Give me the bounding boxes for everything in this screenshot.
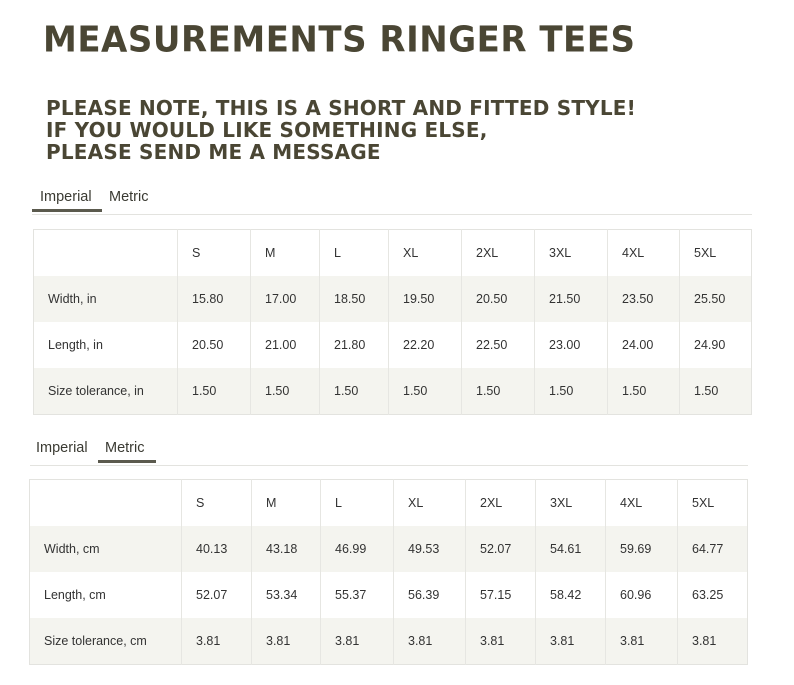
- size-header: M: [251, 230, 320, 277]
- table-cell: 3.81: [466, 618, 536, 665]
- table-cell: 52.07: [182, 572, 252, 618]
- table-cell: 1.50: [178, 368, 251, 415]
- tab-imperial[interactable]: Imperial: [32, 186, 102, 212]
- table-cell: 55.37: [321, 572, 394, 618]
- note-line: PLEASE NOTE, THIS IS A SHORT AND FITTED STYLE!: [46, 96, 636, 120]
- table-cell: 57.15: [466, 572, 536, 618]
- table-row: [30, 572, 748, 618]
- table-cell: 19.50: [389, 276, 462, 322]
- size-header: 3XL: [535, 230, 608, 277]
- size-header: L: [321, 480, 394, 527]
- table-cell: 59.69: [606, 526, 678, 572]
- table-cell: 18.50: [320, 276, 389, 322]
- size-header: M: [252, 480, 321, 527]
- row-label: Size tolerance, in: [34, 368, 178, 415]
- table-cell: 49.53: [394, 526, 466, 572]
- table-cell: 1.50: [608, 368, 680, 415]
- table-cell: 1.50: [535, 368, 608, 415]
- table-header-row: [30, 480, 748, 527]
- size-header: 5XL: [678, 480, 748, 527]
- unit-tabs-imperial-section: [32, 186, 752, 215]
- note-line: IF YOU WOULD LIKE SOMETHING ELSE,: [46, 118, 488, 142]
- table-cell: 21.50: [535, 276, 608, 322]
- table-cell: 60.96: [606, 572, 678, 618]
- table-cell: 54.61: [536, 526, 606, 572]
- metric-size-table: [29, 479, 748, 665]
- table-cell: 58.42: [536, 572, 606, 618]
- table-cell: 56.39: [394, 572, 466, 618]
- table-cell: 1.50: [462, 368, 535, 415]
- table-cell: 21.80: [320, 322, 389, 368]
- table-cell: 64.77: [678, 526, 748, 572]
- table-cell: 1.50: [251, 368, 320, 415]
- table-cell: 23.00: [535, 322, 608, 368]
- tab-metric[interactable]: Metric: [109, 189, 149, 205]
- note-line: PLEASE SEND ME A MESSAGE: [46, 140, 381, 164]
- table-row: [30, 526, 748, 572]
- table-row: [34, 322, 752, 368]
- table-cell: 24.90: [680, 322, 752, 368]
- fit-note: [46, 97, 636, 163]
- header-cell: [34, 230, 178, 277]
- page-title: MEASUREMENTS RINGER TEES: [43, 19, 636, 61]
- imperial-size-table: [33, 229, 752, 415]
- table-cell: 40.13: [182, 526, 252, 572]
- size-header: XL: [389, 230, 462, 277]
- table-cell: 24.00: [608, 322, 680, 368]
- table-cell: 3.81: [536, 618, 606, 665]
- table-cell: 15.80: [178, 276, 251, 322]
- table-cell: 3.81: [321, 618, 394, 665]
- table-cell: 3.81: [394, 618, 466, 665]
- table-row: [34, 276, 752, 322]
- size-header: XL: [394, 480, 466, 527]
- table-cell: 3.81: [678, 618, 748, 665]
- table-cell: 43.18: [252, 526, 321, 572]
- table-cell: 1.50: [389, 368, 462, 415]
- table-cell: 22.20: [389, 322, 462, 368]
- size-header: 4XL: [608, 230, 680, 277]
- row-label: Size tolerance, cm: [30, 618, 182, 665]
- table-cell: 46.99: [321, 526, 394, 572]
- row-label: Width, cm: [30, 526, 182, 572]
- table-cell: 23.50: [608, 276, 680, 322]
- table-header-row: [34, 230, 752, 277]
- size-header: 5XL: [680, 230, 752, 277]
- row-label: Width, in: [34, 276, 178, 322]
- table-cell: 22.50: [462, 322, 535, 368]
- table-cell: 1.50: [320, 368, 389, 415]
- unit-tabs-metric-section: [30, 437, 748, 466]
- table-cell: 1.50: [680, 368, 752, 415]
- table-cell: 63.25: [678, 572, 748, 618]
- size-header: S: [178, 230, 251, 277]
- size-header: S: [182, 480, 252, 527]
- table-row: [34, 368, 752, 415]
- table-cell: 3.81: [182, 618, 252, 665]
- table-cell: 20.50: [178, 322, 251, 368]
- size-header: 3XL: [536, 480, 606, 527]
- size-header: 2XL: [462, 230, 535, 277]
- table-cell: 20.50: [462, 276, 535, 322]
- tab-imperial[interactable]: Imperial: [36, 440, 88, 456]
- size-header: 2XL: [466, 480, 536, 527]
- row-label: Length, cm: [44, 588, 106, 602]
- header-cell: [30, 480, 182, 527]
- table-cell: 25.50: [680, 276, 752, 322]
- table-cell: 3.81: [252, 618, 321, 665]
- size-header: 4XL: [606, 480, 678, 527]
- row-label: Length, in: [48, 338, 103, 352]
- table-cell: 3.81: [606, 618, 678, 665]
- tab-metric[interactable]: Metric: [98, 437, 156, 463]
- table-cell: 17.00: [251, 276, 320, 322]
- size-header: L: [320, 230, 389, 277]
- table-row: [30, 618, 748, 665]
- table-cell: 52.07: [466, 526, 536, 572]
- table-cell: 21.00: [251, 322, 320, 368]
- table-cell: 53.34: [252, 572, 321, 618]
